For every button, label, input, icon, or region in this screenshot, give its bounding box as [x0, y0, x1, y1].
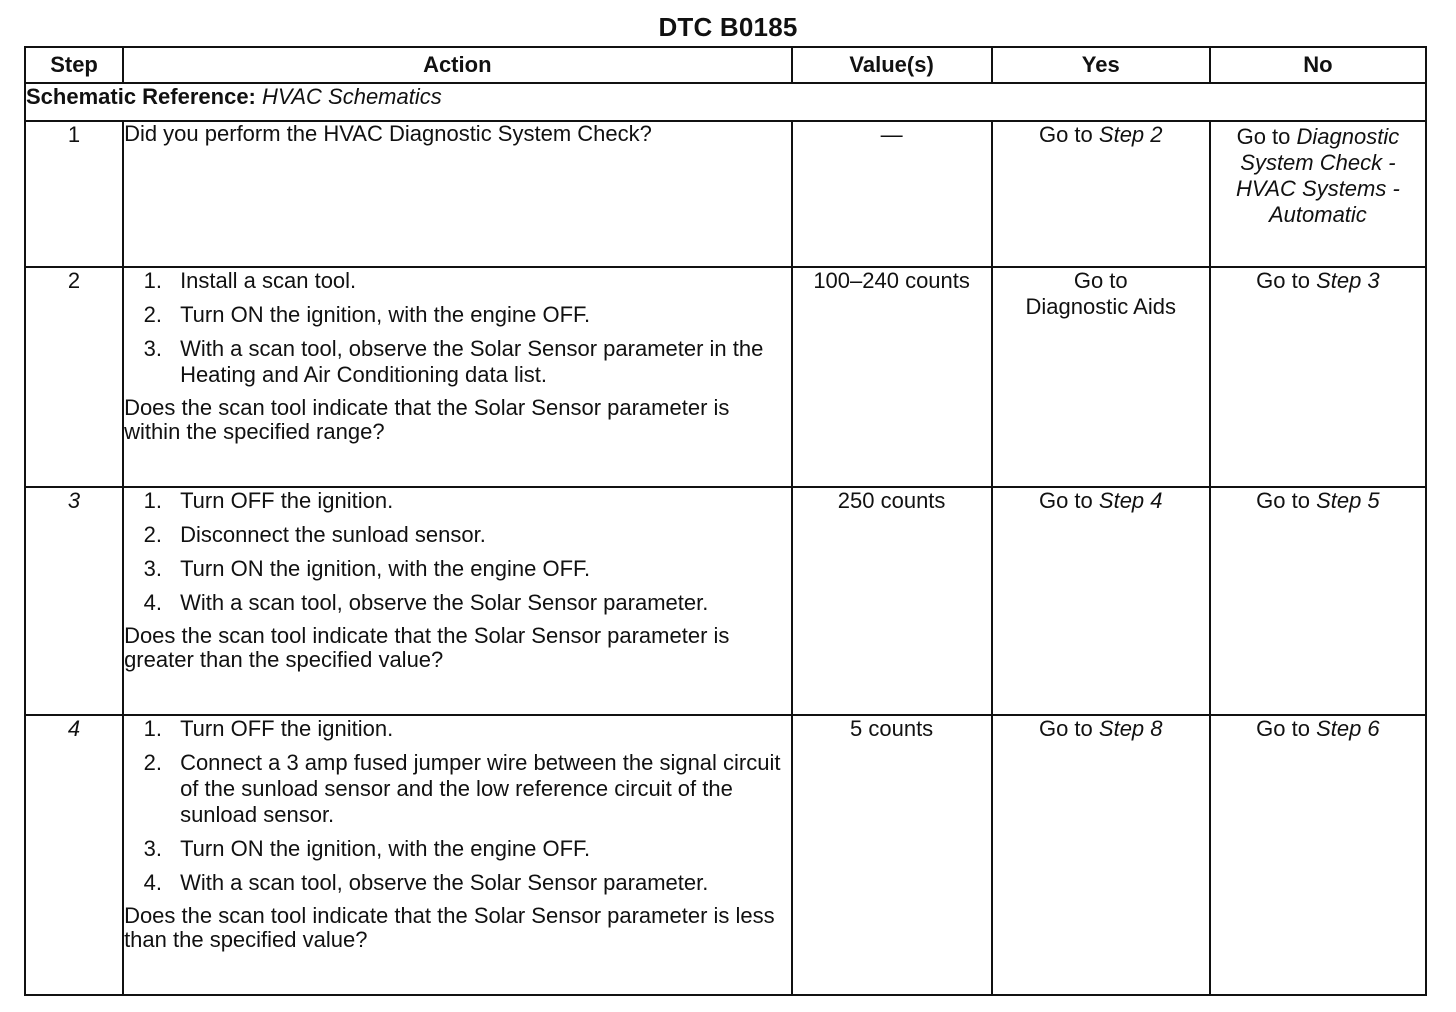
action-list [124, 268, 790, 388]
header-values: Value(s) [792, 47, 992, 83]
page-title: DTC B0185 [658, 12, 798, 42]
yes-target-link[interactable]: Step 8 [1098, 716, 1163, 741]
no-cell [1210, 267, 1426, 487]
table-header-row [25, 47, 1426, 83]
action-question: Does the scan tool indicate that the Solar Sensor parameter is less than the specified value? [124, 903, 775, 952]
action-question: Did you perform the HVAC Diagnostic System Check? [124, 121, 652, 146]
yes-cell [992, 487, 1210, 715]
table-row [25, 121, 1426, 267]
step-number: 2 [25, 267, 123, 487]
yes-target-link[interactable]: Diagnostic Aids [1025, 294, 1176, 319]
no-target-link[interactable]: Step 6 [1316, 716, 1380, 741]
diagnostic-table [24, 46, 1427, 996]
action-item: 1. Turn OFF the ignition. [168, 716, 790, 742]
action-list [124, 716, 790, 896]
header-action: Action [123, 47, 791, 83]
yes-cell [992, 267, 1210, 487]
yes-target-link[interactable]: Step 4 [1098, 488, 1163, 513]
action-item: 3. Turn ON the ignition, with the engine OFF. [168, 556, 790, 582]
yes-prefix: Go to [1038, 488, 1093, 513]
action-item: 4. With a scan tool, observe the Solar Sensor parameter. [168, 870, 790, 896]
action-item: 4. With a scan tool, observe the Solar Sensor parameter. [168, 590, 790, 616]
yes-prefix: Go to [1038, 122, 1093, 147]
yes-prefix: Go to [1073, 268, 1128, 293]
schematic-reference-label: Schematic Reference: [26, 84, 256, 109]
table-row [25, 487, 1426, 715]
action-cell [123, 487, 791, 715]
table-row [25, 267, 1426, 487]
value-cell: 100–240 counts [792, 267, 992, 487]
schematic-reference-link[interactable]: HVAC Schematics [262, 84, 442, 109]
action-item: 3. Turn ON the ignition, with the engine OFF. [168, 836, 790, 862]
no-target-link[interactable]: Step 3 [1316, 268, 1380, 293]
no-prefix: Go to [1256, 268, 1310, 293]
no-prefix: Go to [1256, 716, 1310, 741]
action-cell [123, 121, 791, 267]
schematic-reference-row [25, 83, 1426, 121]
header-step: Step [25, 47, 123, 83]
no-cell [1210, 121, 1426, 267]
action-item: 1. Turn OFF the ignition. [168, 488, 790, 514]
action-item: 2. Turn ON the ignition, with the engine OFF. [168, 302, 790, 328]
yes-prefix: Go to [1038, 716, 1093, 741]
action-list [124, 488, 790, 616]
step-number: 3 [25, 487, 123, 715]
yes-target-link[interactable]: Step 2 [1098, 122, 1163, 147]
action-cell [123, 267, 791, 487]
yes-cell [992, 715, 1210, 995]
value-cell: 5 counts [792, 715, 992, 995]
value-cell: — [792, 121, 992, 267]
no-cell [1210, 715, 1426, 995]
action-item: 2. Connect a 3 amp fused jumper wire between the signal circuit of the sunload sensor and the low reference circuit of the sunload sensor. [168, 750, 790, 828]
no-cell [1210, 487, 1426, 715]
table-row [25, 715, 1426, 995]
action-item: 2. Disconnect the sunload sensor. [168, 522, 790, 548]
step-number: 4 [25, 715, 123, 995]
action-cell [123, 715, 791, 995]
action-item: 3. With a scan tool, observe the Solar Sensor parameter in the Heating and Air Conditioning data list. [168, 336, 790, 388]
value-cell: 250 counts [792, 487, 992, 715]
action-item: 1. Install a scan tool. [168, 268, 790, 294]
no-prefix: Go to [1256, 488, 1310, 513]
action-question: Does the scan tool indicate that the Solar Sensor parameter is within the specified range? [124, 395, 730, 444]
header-yes: Yes [992, 47, 1210, 83]
header-no: No [1210, 47, 1426, 83]
step-number: 1 [25, 121, 123, 267]
no-prefix: Go to [1236, 124, 1291, 149]
yes-cell [992, 121, 1210, 267]
no-target-link[interactable]: Diagnostic System Check - HVAC Systems - Automatic [1236, 124, 1400, 227]
action-question: Does the scan tool indicate that the Solar Sensor parameter is greater than the specified value? [124, 623, 730, 672]
schematic-reference [25, 83, 1426, 121]
no-target-link[interactable]: Step 5 [1316, 488, 1380, 513]
